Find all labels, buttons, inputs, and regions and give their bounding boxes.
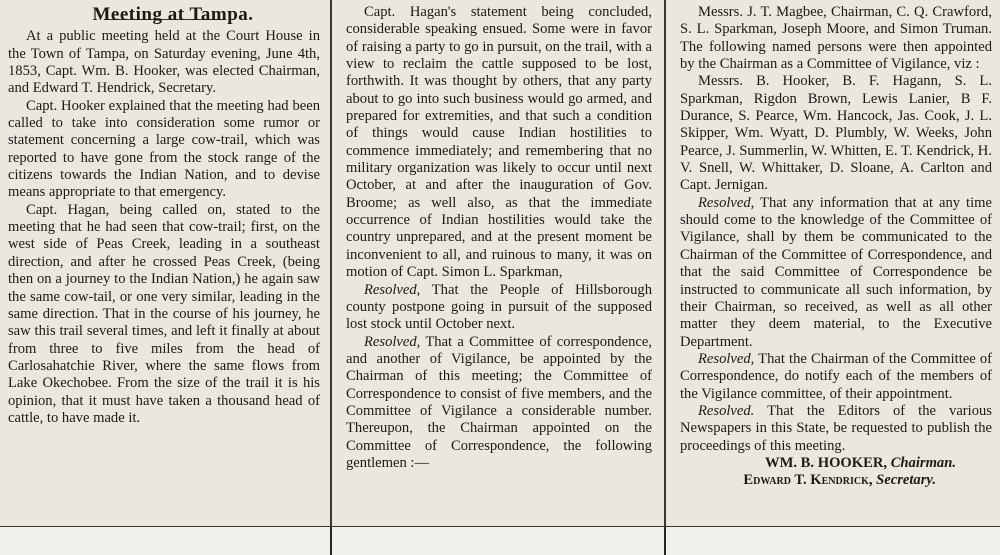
resolution-text: That any information that at any time should come to the knowledge of the Committee of Vigilance, shall by them be communicated to the Chairman of the Committee of Correspondence, and that the said Committee of Correspondence be instructed to communicate all such information, by their Chairman, so received, as well as all other matter they deem material, to the Executive Department. (680, 194, 992, 350)
resolved-label: Resolved, (364, 281, 421, 298)
resolution-committees (346, 334, 652, 473)
signature-chairman (680, 455, 992, 472)
resolution-text: That the Chairman of the Committee of Correspondence, do notify each of the members of the Vigilance committee, of their appointment. (680, 350, 992, 402)
signature-name: Edward T. Kendrick, (743, 472, 873, 489)
resolution-text: That the Editors of the various Newspapers in this State, be requested to publish the proceedings of this meeting. (680, 402, 992, 454)
resolution-information (680, 195, 992, 351)
resolved-label: Resolved, (698, 350, 755, 367)
resolved-label: Resolved, (698, 194, 755, 211)
paragraph-discussion: Capt. Hagan's statement being concluded, considerable speaking ensued. Some were in favor of raising a party to go in pursuit, on the trail, with a view to reclaim the cattle supposed to be lost, forthwith. It was thought by others, that any party about to go into such business would go armed, and prepared for extremities, and that such a condition of things would cause Indian hostilities to commence immediately; and remembering that no military organization was likely to occur until next October, at and after the inauguration of Gov. Broome; as well also, as that the immediate occurrence of Indian hostilities would take the country unprepared, and at the present moment be inconvenient to all, and ruinous to many, it was on motion of Capt. Simon L. Sparkman, (346, 4, 652, 281)
signature-title: Chairman. (887, 454, 956, 471)
resolution-text: That the People of Hillsborough county postpone going in pursuit of the supposed lost stock until October next. (346, 281, 652, 333)
resolution-publish (680, 403, 992, 455)
paragraph-hooker-explanation: Capt. Hooker explained that the meeting had been called to take into consideration some rumor or statement concerning a large cow-trail, which was reported to have gone from the stock range of the citizens towards the Indian Nation, and to devise means appropriate to that emergency. (8, 97, 320, 201)
gutter-mark (664, 527, 666, 555)
paragraph-correspondence-members: Messrs. J. T. Magbee, Chairman, C. Q. Crawford, S. L. Sparkman, Joseph Moore, and Simon Truman. The following named persons were then appointed by the Chairman as a Committee of Vigilance, viz : (680, 4, 992, 73)
column-2 (340, 0, 658, 527)
column-rule (664, 0, 666, 530)
column-rule (330, 0, 332, 528)
signature-title: Secretary. (872, 472, 936, 489)
paragraph-vigilance-members: Messrs. B. Hooker, B. F. Hagann, S. L. Sparkman, Rigdon Brown, Lewis Lanier, B F. Durance, S. Pearce, Wm. Hancock, Jas. Cook, J. L. Skipper, Wm. Wyatt, D. Plumbly, W. Weeks, John Pearce, J. Summerlin, W. Whitten, E. T. Kendrick, H. V. Snell, W. Whittaker, D. Sloane, A. Carlton and Capt. Jernigan. (680, 73, 992, 194)
paragraph-hagan-statement: Capt. Hagan, being called on, stated to the meeting that he had seen that cow-trail; first, on the west side of Peas Creek, leading in a southeast direction, and after he crossed Peas Creek, (being then on a journey to the Indian Nation,) he again saw the same cow-tail, or one very similar, leading in the same direction. That in the course of his journey, he saw this trail several times, and left it finally at about from three to five miles from the head of Carlosahatchie River, where the same flows from Lake Okechobee. From the size of the trail it is his opinion, that it must have taken a thousand head of cattle, to have made it. (8, 201, 320, 426)
resolved-label: Resolved, (364, 333, 421, 350)
signature-secretary (680, 472, 992, 489)
paragraph-opening: At a public meeting held at the Court House in the Town of Tampa, on Saturday evening, June 4th, 1853, Capt. Wm. B. Hooker, was elected Chairman, and Edward T. Hendrick, Secretary. (8, 28, 320, 97)
article-title: Meeting at Tampa. (92, 4, 254, 25)
column-1 (4, 0, 324, 527)
resolution-text: That a Committee of correspondence, and another of Vigilance, be appointed by the Chairman of this meeting; the Committee of Correspondence to consist of five members, and the Committee of Vigilance a considerable number. Thereupon, the Chairman appointed on the Committee of Correspondence, the following gentlemen :— (346, 333, 652, 471)
signature-name: WM. B. HOOKER, (765, 454, 888, 471)
resolution-notify (680, 351, 992, 403)
resolved-label: Resolved. (698, 402, 755, 419)
gutter-mark (330, 527, 332, 555)
column-3 (674, 0, 996, 527)
bottom-margin (0, 527, 1000, 555)
resolution-postpone (346, 282, 652, 334)
